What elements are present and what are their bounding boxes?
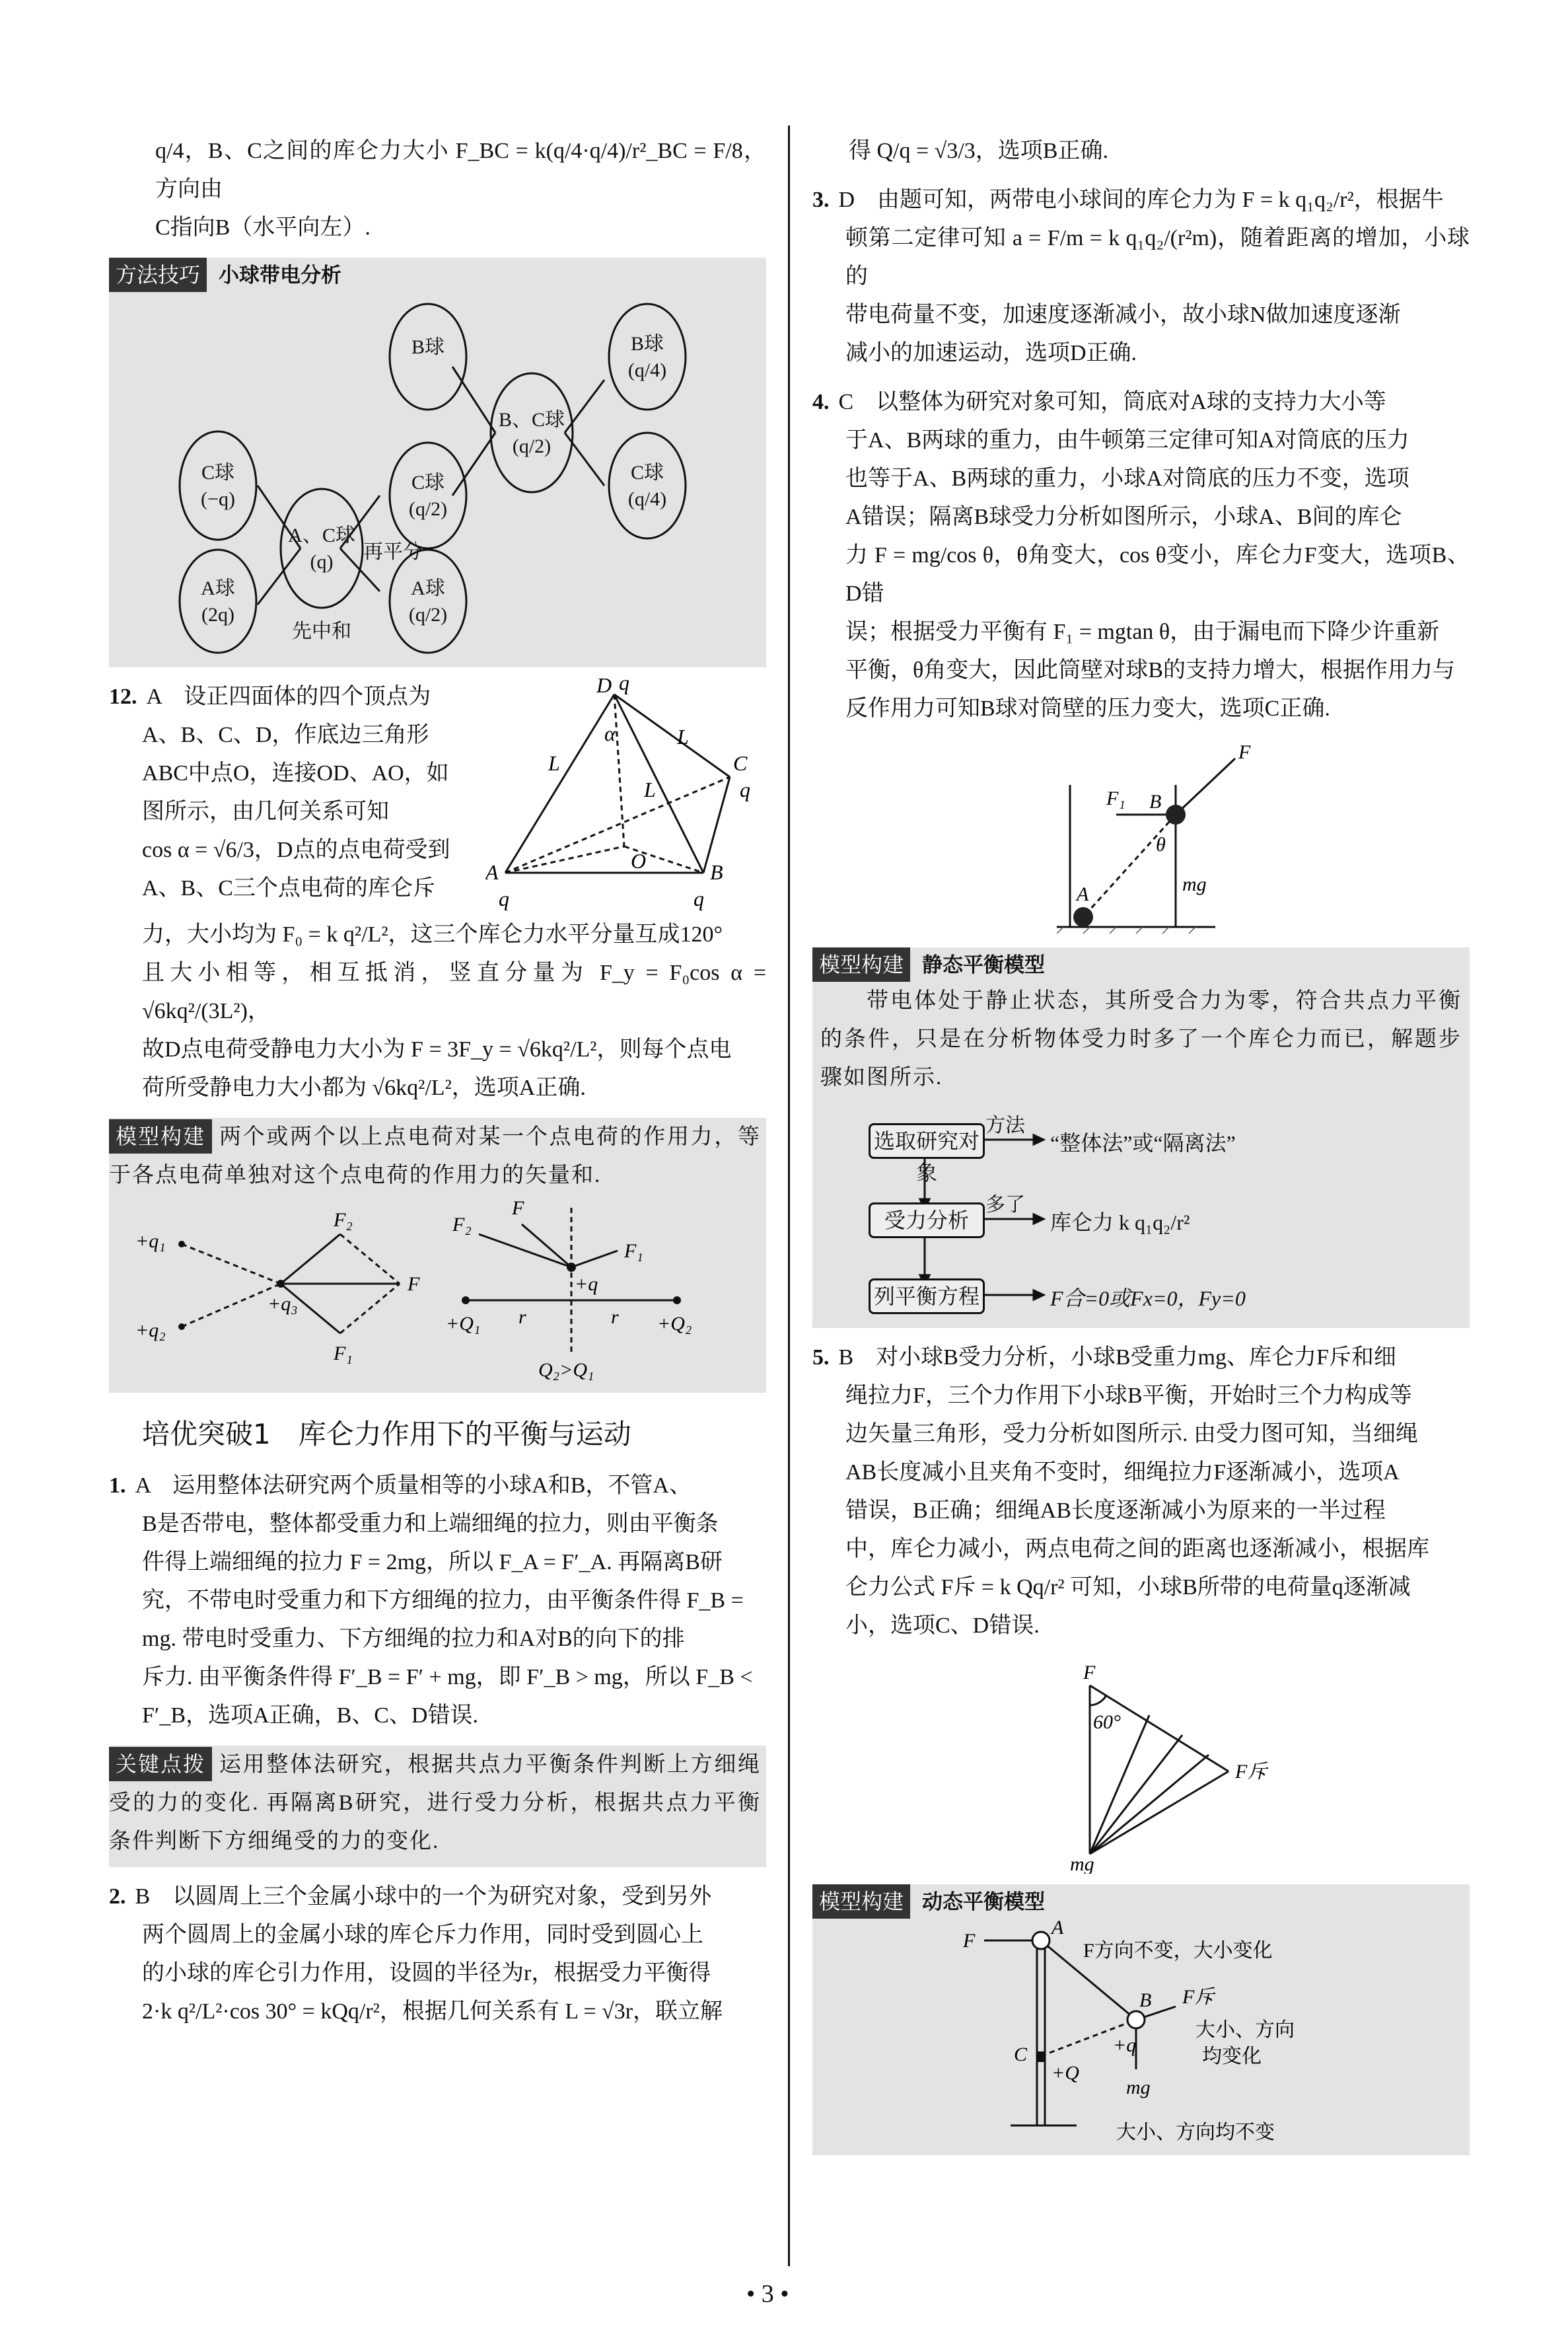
text-line: A、B、C、D，作底边三角形 [142,723,429,747]
force-f2-label: F₂ [334,1209,353,1231]
question-5 [812,1339,1470,1645]
text-line: 平衡，θ角变大，因此筒壁对球B的支持力增大，根据作用力与 [845,658,1455,683]
text-line: 得 Q/q = √3/3，选项B正确. [849,139,1108,163]
question-number: 1. [109,1473,126,1498]
node-charge: (−q) [201,488,235,510]
left-intro [109,132,766,247]
text-line: 荷所受静电力大小都为 √6kq²/L²，选项A正确. [142,1076,586,1100]
gravity-label: mg [1182,873,1207,895]
static-text: 带电体处于静止状态，其所受合力为零，符合共点力平衡的条件，只是在分析物体受力时多了一个库仑力而已，解题步骤如图所示. [820,989,1462,1089]
static-equilibrium-box [812,947,1470,1328]
node-label: B球 [411,336,445,358]
ball-a-label: A [1077,883,1089,905]
text-line: 且大小相等，相互抵消，竖直分量为 F_y = F₀cos α = √6kq²/(3L²)， [142,961,766,1023]
gravity-label: mg [1126,2077,1151,2098]
charge-relation-label: Q₂>Q₁ [538,1359,594,1381]
alpha-label: α [604,721,616,745]
node-label: A、C球 [288,525,355,546]
text-line: 减小的加速运动，选项D正确. [845,341,1137,365]
charge-big-q-label: +Q [1051,2062,1079,2084]
key-point-box [109,1746,766,1867]
text-line: 中，库仑力减小，两点电荷之间的距离也逐渐减小，根据库 [845,1537,1429,1561]
node-charge: (q) [310,551,334,573]
charge-q-label: +q [1113,2034,1137,2056]
gravity-label: mg [1070,1853,1094,1874]
neutralize-label: 先中和 [292,620,351,642]
key-text: 运用整体法研究，根据共点力平衡条件判断上方细绳受的力的变化. 再隔离B研究，进行受力分析，根据共点力平衡条件判断下方细绳受的力的变化. [109,1753,762,1853]
text-line: B 以圆周上三个金属小球中的一个为研究对象，受到另外 [135,1884,712,1909]
node-label: C球 [630,462,664,484]
text-line: 带电荷量不变，加速度逐渐减小，故小球N做加速度逐渐 [845,303,1401,327]
step-flow [812,1103,1470,1321]
charge-label: q [694,887,704,910]
text-line: 于A、B两球的重力，由牛顿第三定律可知A对筒底的压力 [845,428,1409,453]
node-label: A球 [201,577,235,599]
model-tag: 模型构建 [109,1119,212,1154]
text-line: 也等于A、B两球的重力，小球A对筒底的压力不变，选项 [845,466,1409,491]
method-title: 小球带电分析 [219,264,342,287]
charge-label: q [740,778,750,801]
page-number: • 3 • [746,2280,789,2308]
text-line: 错误，B正确；细绳AB长度逐渐减小为原来的一半过程 [845,1498,1386,1523]
force-f1-label: F₁ [1106,788,1125,809]
step-box-force-analysis: 受力分析 [869,1202,985,1238]
question-4 [812,383,1470,728]
node-label: A球 [411,577,445,599]
tetrahedron-figure [485,678,763,916]
point-b-label: B [1139,1989,1152,2011]
force-f-label: F [408,1273,420,1295]
model-box-superposition [109,1118,766,1393]
intro-line: q/4，B、C之间的库仑力大小 F_BC = k(q/4·q/4)/r²_BC = F/8，方向由 [155,139,766,202]
node-charge: (q/2) [408,604,448,626]
text-line: 顿第二定律可知 a = F/m = k q₁q₂/(r²m)，随着距离的增加，小球的 [845,226,1470,289]
node-charge: (2q) [201,604,234,626]
question-number: 5. [812,1345,830,1370]
text-line: C 以整体为研究对象可知，筒底对A球的支持力大小等 [838,390,1386,414]
node-charge: (q/2) [408,498,448,520]
force-f-label: F [963,1930,976,1952]
text-line: 2·k q²/L²·cos 30° = kQq/r²，根据几何关系有 L = √3r，联立解 [142,1999,723,2024]
mg-note: 大小、方向均不变 [1116,2122,1275,2143]
text-line: 力 F = mg/cos θ，θ角变大，cos θ变小，库仑力F变大，选项B、D错 [845,543,1470,606]
force-f-label: F [1238,741,1251,763]
right-column [812,132,1470,2155]
node-charge: (q/2) [512,435,552,457]
text-line: 小，选项C、D错误. [845,1613,1040,1638]
result-method: “整体法”或“隔离法” [1050,1131,1236,1155]
force-f1-label: F₁ [334,1343,353,1364]
text-line: AB长度减小且夹角不变时，细绳拉力F逐渐减小，选项A [845,1460,1400,1485]
superposition-figures [109,1195,766,1386]
text-line: 仑力公式 F斥 = k Qq/r² 可知，小球B所带的电荷量q逐渐减 [845,1575,1411,1600]
point-a-label: A [1051,1921,1064,1938]
column-divider [788,126,790,2266]
edge-label: L [548,751,560,775]
right-continuation [812,132,1470,170]
text-line: ABC中点O，连接OD、AO，如 [142,761,449,786]
node-label: C球 [201,462,235,484]
question-number: 12. [109,684,137,709]
node-label: B球 [630,333,664,355]
text-line: D 由题可知，两带电小球间的库仑力为 F = k q₁q₂/r²，根据牛 [838,188,1444,212]
dynamic-model-figure [812,1921,1470,2149]
charge-label: q [499,887,509,910]
edge-label: L [644,778,656,801]
tube-force-figure [1057,739,1268,937]
question-3 [812,181,1470,373]
question-number: 3. [812,188,830,212]
intro-line: C指向B（水平向左）. [155,215,371,240]
vertex-c-label: C [733,751,748,775]
question-2 [109,1878,766,2031]
dynamic-equilibrium-box [812,1884,1470,2155]
node-charge: (q/4) [627,359,667,381]
text-line: A错误；隔离B球受力分析如图所示，小球A、B间的库仑 [845,505,1402,529]
node-charge: (q/4) [627,488,667,510]
charge-split-diagram [109,294,766,657]
vertex-a-label: A [485,860,499,884]
force-triangle-figure [1070,1656,1281,1874]
question-number: 2. [109,1884,126,1909]
repulsive-force-label: F斥 [1235,1761,1267,1783]
force-f-label: F [1083,1662,1096,1683]
method-box [109,258,766,667]
step-box-equations: 列平衡方程 [869,1278,985,1314]
node-label: C球 [411,472,445,494]
theta-label: θ [1156,834,1166,856]
model-text: 两个或两个以上点电荷对某一个点电荷的作用力，等于各点电荷单独对这个点电荷的作用力的矢量和. [109,1125,762,1187]
text-line: 究，不带电时受重力和下方细绳的拉力，由平衡条件得 F_B = [142,1588,744,1613]
text-line: A 设正四面体的四个顶点为 [146,684,431,709]
question-12 [109,678,766,1107]
model-tag: 模型构建 [812,947,910,982]
result-coulomb: 库仑力 k q₁q₂/r² [1050,1210,1190,1234]
question-number: 4. [812,390,830,414]
charge-q3-label: +q₃ [267,1293,298,1315]
text-line: 绳拉力F，三个力作用下小球B平衡，开始时三个力构成等 [845,1384,1412,1408]
charge-q-label: +q [575,1273,598,1295]
text-line: 误；根据受力平衡有 F₁ = mgtan θ，由于漏电而下降少许重新 [845,620,1440,644]
charge-q2-label: +Q₂ [657,1313,692,1335]
text-line: B是否带电，整体都受重力和上端细绳的拉力，则由平衡条 [142,1512,719,1536]
force-f1-label: F₁ [624,1240,643,1262]
text-line: 反作用力可知B球对筒壁的压力变大，选项C正确. [845,696,1330,721]
ball-b-label: B [1149,791,1162,813]
distance-r-label: r [611,1306,619,1328]
edge-label: L [677,725,689,749]
angle-label: 60° [1093,1711,1121,1733]
vertex-d-label: D [596,678,612,697]
arrow-label-method: 方法 [985,1115,1025,1136]
frep-note: 大小、方向 [1195,2019,1295,2041]
left-column [109,132,766,2031]
force-f2-label: F₂ [452,1214,472,1236]
distance-r-label: r [518,1306,526,1328]
f-note: F方向不变，大小变化 [1083,1940,1273,1962]
arrow-label-extra: 多了 [985,1194,1025,1216]
result-equations: F合=0或Fx=0，Fy=0 [1050,1286,1246,1310]
model-title: 动态平衡模型 [922,1890,1046,1914]
text-line: A 运用整体法研究两个质量相等的小球A和B，不管A、 [135,1473,692,1498]
text-line: 两个圆周上的金属小球的库仑斥力作用，同时受到圆心上 [142,1923,703,1947]
text-line: A、B、C三个点电荷的库仑斥 [142,876,435,901]
text-line: 边矢量三角形，受力分析如图所示. 由受力图可知，当细绳 [845,1422,1418,1446]
model-tag: 模型构建 [812,1884,910,1919]
charge-q1-label: +q₁ [135,1230,166,1252]
text-line: 斥力. 由平衡条件得 F′_B = F′ + mg，即 F′_B > mg，所以 F_B < [142,1665,753,1689]
step-box-select-object: 选取研究对象 [869,1123,985,1159]
center-o-label: O [631,849,647,873]
question-1 [109,1467,766,1735]
text-line: B 对小球B受力分析，小球B受重力mg、库仑力F斥和细 [838,1345,1396,1370]
text-line: 力，大小均为 F₀ = k q²/L²，这三个库仑力水平分量互成120° [142,922,723,947]
text-line: cos α = √6/3，D点的点电荷受到 [142,838,450,862]
text-line: F′_B，选项A正确，B、C、D错误. [142,1703,478,1728]
charge-q2-label: +q₂ [135,1319,166,1341]
frep-note: 均变化 [1202,2046,1262,2067]
text-line: 件得上端细绳的拉力 F = 2mg，所以 F_A = F′_A. 再隔离B研 [142,1550,723,1574]
method-tag: 方法技巧 [109,258,207,292]
repulsive-force-label: F斥 [1182,1986,1215,2008]
text-line: 的小球的库仑引力作用，设圆的半径为r，根据受力平衡得 [142,1961,711,1985]
text-line: 故D点电荷受静电力大小为 F = 3F_y = √6kq²/L²，则每个点电 [142,1037,732,1062]
text-line: 图所示，由几何关系可知 [142,799,389,824]
force-f-label: F [512,1197,524,1219]
charge-q1-label: +Q₁ [446,1313,481,1335]
split-label: 再平分 [363,541,423,563]
node-label: B、C球 [498,409,565,431]
point-c-label: C [1014,2044,1028,2065]
text-line: mg. 带电时受重力、下方细绳的拉力和A对B的向下的排 [142,1627,685,1651]
section-heading: 培优突破1 库仑力作用下的平衡与运动 [142,1418,631,1450]
model-title: 静态平衡模型 [922,953,1046,977]
vertex-b-label: B [710,860,723,884]
charge-label: q [619,678,629,694]
key-tag: 关键点拨 [109,1747,212,1781]
